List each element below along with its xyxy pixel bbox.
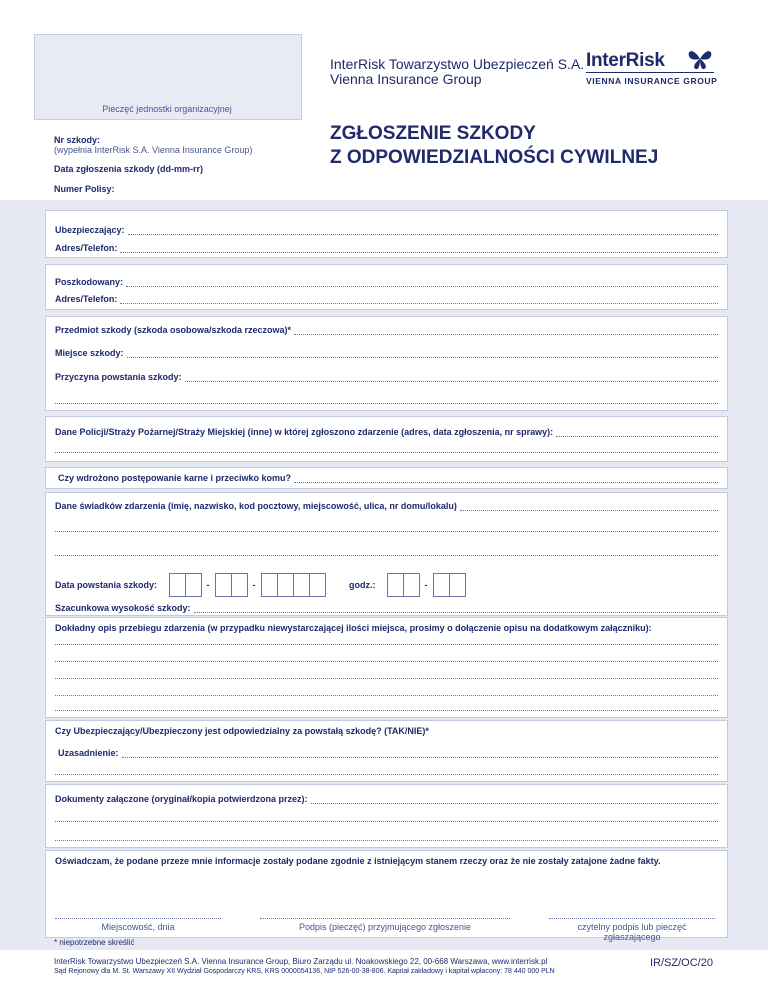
injured-address-label: Adres/Telefon: <box>55 294 118 304</box>
description-heading <box>55 623 718 633</box>
witnesses-line-2[interactable] <box>55 531 718 532</box>
damage-subject-label: Przedmiot szkody (szkoda osobowa/szkoda rzeczowa)* <box>55 325 292 335</box>
hour-label: godz.: <box>349 580 376 590</box>
witnesses-field[interactable] <box>55 501 718 511</box>
witnesses-line-3[interactable] <box>55 555 718 556</box>
injured-address-field[interactable] <box>55 294 718 304</box>
injured-label: Poszkodowany: <box>55 277 124 287</box>
damage-minute[interactable] <box>433 573 465 597</box>
damage-cause-extra-line[interactable] <box>55 403 718 404</box>
declaration-section <box>45 850 728 942</box>
insurer-label: Ubezpieczający: <box>55 225 125 235</box>
logo-rule <box>586 72 714 73</box>
documents-line-3[interactable] <box>55 840 718 841</box>
damage-subject-field[interactable] <box>55 325 718 335</box>
form-title-line2: Z ODPOWIEDZIALNOŚCI CYWILNEJ <box>330 147 659 168</box>
signature-place-date[interactable]: Miejscowość, dnia <box>55 918 221 932</box>
description-line-1[interactable] <box>55 644 718 645</box>
description-line-2[interactable] <box>55 661 718 662</box>
justification-label: Uzasadnienie: <box>58 748 119 758</box>
description-section <box>45 617 728 718</box>
justification-field[interactable] <box>58 748 718 758</box>
damage-cause-field[interactable] <box>55 372 718 382</box>
signature-receiver[interactable]: Podpis (pieczęć) przyjmującego zgłoszenie <box>260 918 510 932</box>
liability-question[interactable] <box>55 726 718 736</box>
damage-date-day[interactable] <box>169 573 201 597</box>
injured-field[interactable] <box>55 277 718 287</box>
hour-separator: - <box>424 580 428 590</box>
logo-subtitle: VIENNA INSURANCE GROUP <box>586 76 718 86</box>
form-title <box>330 122 658 170</box>
policy-number-label: Numer Polisy: <box>54 184 115 194</box>
damage-place-field[interactable] <box>55 348 718 358</box>
description-line-4[interactable] <box>55 695 718 696</box>
description-line-3[interactable] <box>55 678 718 679</box>
police-label: Dane Policji/Straży Pożarnej/Straży Miejskiej (inne) w której zgłoszono zdarzenie (adres, data zgłoszenia, nr sprawy): <box>55 427 554 437</box>
insurer-address-label: Adres/Telefon: <box>55 243 118 253</box>
liability-section <box>45 720 728 782</box>
damage-place-label: Miejsce szkody: <box>55 348 124 358</box>
police-extra-line[interactable] <box>55 452 718 453</box>
criminal-field[interactable] <box>58 473 718 483</box>
footer-address <box>54 957 555 977</box>
form-title-line1: ZGŁOSZENIE SZKODY <box>330 123 536 144</box>
liability-label: Czy Ubezpieczający/Ubezpieczony jest odpowiedzialny za powstałą szkodę? (TAK/NIE)* <box>55 726 429 736</box>
damage-date-row <box>55 573 465 597</box>
report-date-label: Data zgłoszenia szkody (dd-mm-rr) <box>54 164 204 174</box>
documents-line-2[interactable] <box>55 821 718 822</box>
damage-cause-label: Przyczyna powstania szkody: <box>55 372 182 382</box>
form-code: IR/SZ/OC/20 <box>650 957 713 969</box>
date-separator-1: - <box>206 580 210 590</box>
date-separator-2: - <box>252 580 256 590</box>
damage-section <box>45 316 728 411</box>
insurer-field[interactable] <box>55 225 718 235</box>
damage-date-month[interactable] <box>215 573 247 597</box>
declaration-text: Oświadczam, że podane przeze mnie informacje zostały podane zgodnie z istniejącym stanem rzeczy oraz że nie zostały zatajone żadne fakty. <box>55 856 661 866</box>
description-line-5[interactable] <box>55 710 718 711</box>
police-field[interactable] <box>55 427 718 437</box>
amount-field[interactable] <box>55 603 718 613</box>
amount-label: Szacunkowa wysokość szkody: <box>55 603 191 613</box>
stamp-label: Pieczęć jednostki organizacyjnej <box>102 104 232 114</box>
damage-date-label: Data powstania szkody: <box>55 580 158 590</box>
criminal-label: Czy wdrożono postępowanie karne i przeciwko komu? <box>58 473 292 483</box>
damage-hour[interactable] <box>387 573 419 597</box>
description-label: Dokładny opis przebiegu zdarzenia (w przypadku niewystarczającej ilości miejsca, prosimy o dołączenie opisu na dodatkowym załączniku): <box>55 623 652 633</box>
company-line2: Vienna Insurance Group <box>330 71 482 87</box>
witnesses-label: Dane świadków zdarzenia (imię, nazwisko, kod pocztowy, miejscowość, ulica, nr domu/lokalu) <box>55 501 457 511</box>
insurer-section <box>45 210 728 258</box>
insurer-address-field[interactable] <box>55 243 718 253</box>
company-name <box>330 57 584 87</box>
witnesses-section <box>45 492 728 616</box>
claim-number-note: (wypełnia InterRisk S.A. Vienna Insurance Group) <box>54 145 253 155</box>
footnote: * niepotrzebne skreślić <box>54 938 135 947</box>
footer-address-line2: Sąd Rejonowy dla M. St. Warszawy XII Wydział Gospodarczy KRS, KRS 0000054136, NIP 526-00-38-806. Kapitał zakładowy i kapitał wpłacony: 78 440 000 PLN <box>54 968 555 975</box>
documents-section <box>45 784 728 848</box>
documents-label: Dokumenty załączone (oryginał/kopia potwierdzona przez): <box>55 794 308 804</box>
injured-section <box>45 264 728 310</box>
claim-number-label: Nr szkody: <box>54 135 101 145</box>
logo-wordmark: InterRisk <box>586 50 665 71</box>
police-section <box>45 416 728 462</box>
criminal-section <box>45 467 728 489</box>
footer-address-line1: InterRisk Towarzystwo Ubezpieczeń S.A. Vienna Insurance Group, Biuro Zarządu ul. Noakowskiego 22, 00-668 Warszawa, www.interrisk.pl <box>54 957 548 966</box>
company-line1: InterRisk Towarzystwo Ubezpieczeń S.A. <box>330 56 585 72</box>
signature-reporter[interactable]: czytelny podpis lub pieczęć zgłaszającego <box>549 918 715 942</box>
damage-date-year[interactable] <box>261 573 325 597</box>
justification-extra-line[interactable] <box>55 774 718 775</box>
butterfly-logo-icon <box>686 46 714 72</box>
documents-field[interactable] <box>55 794 718 804</box>
